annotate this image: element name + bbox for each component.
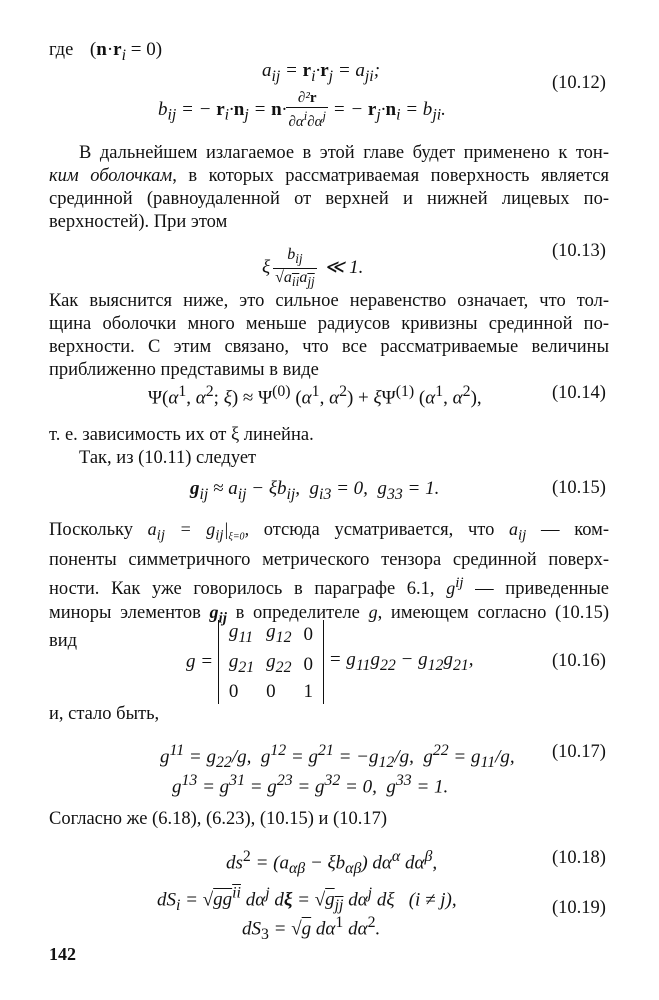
paragraph-4-line-5: вид <box>49 631 78 652</box>
paragraph-4-line-3-text: ности. Как уже говорилось в параграфе 6.1, <box>49 578 435 599</box>
paragraph-4-line-3 <box>49 572 609 601</box>
paragraph-1 <box>49 142 609 234</box>
equation-10-19-line1: $dS_i = √gg^{ii}$ $d\alpha^j$ $d\xi = √g_{jj}$ $d\alpha^j$ dξ (i ≠ j), <box>157 885 457 915</box>
equation-10-16: g = $g_{11}$ $g_{12}$ 0 $g_{21}$ $g_{22}$ 0 0 0 1 = $g_{11}g_{22} - g_{12}g_{21}$, <box>186 621 474 702</box>
paragraph-3-line-2: Так, из (10.11) следует <box>79 448 257 468</box>
equation-10-13: ξ $b_{ij}$ $√a_{ii}a_{jj}$ ≪ 1. <box>262 246 364 290</box>
equation-10-15: $g_{ij} \approx a_{ij} - \xi b_{ij}$, $g_{i3} = 0$, $g_{33} = 1$. <box>190 478 440 503</box>
inline-formula-g: g <box>368 601 378 622</box>
paragraph-2-line-2: щина оболочки много меньше радиусов кривизны срединной по- <box>49 314 609 334</box>
paragraph-2-line-1: Как выяснится ниже, это сильное неравенство означает, что тол- <box>49 291 609 311</box>
equation-10-12-number: (10.12) <box>552 73 606 93</box>
word-otsyuda: отсюда <box>263 520 320 540</box>
equation-10-12-line1: $a_{ij} = r_i\cdot r_j = a_{ji}$; <box>262 60 381 85</box>
determinant-matrix: $g_{11}$ $g_{12}$ 0 $g_{21}$ $g_{22}$ 0 0 0 1 <box>218 620 324 704</box>
paragraph-6: Согласно же (6.18), (6.23), (10.15) и (10.17) <box>49 809 387 829</box>
word-usmatrivaetsya: усматривается, <box>334 520 454 540</box>
paragraph-4-line-2: поненты симметричного метрического тензора срединной поверх- <box>49 549 609 570</box>
intro-line <box>49 38 162 67</box>
word-kom: — ком- <box>541 520 610 540</box>
inline-formula-g-upper-ij: $g^{ij}$ <box>446 574 464 598</box>
intro-word: где <box>49 40 74 60</box>
inline-formula-aij-gij: $a_{ij} = g_{ij}|_{\xi=0}$, <box>147 519 250 544</box>
equation-10-13-number: (10.13) <box>552 241 606 261</box>
equation-10-16-number: (10.16) <box>552 651 606 671</box>
page-number: 142 <box>49 944 76 964</box>
equation-10-14: $\Psi(\alpha^1$, $\alpha^2$; $\xi) \approx \Psi^{(0)}$ ($\alpha^1$, $\alpha^2) + \xi\Psi^{(1)}$ ($\alpha^1$, $\alpha^2$), <box>148 383 482 409</box>
paragraph-1-line-4: верхностей). При этом <box>49 212 228 232</box>
paragraph-2-line-3: верхности. С этим связано, что все рассматриваемые величины <box>49 337 609 357</box>
equation-10-17-line2: $g^{13} = g^{31} = g^{23} = g^{32} = 0$, $g^{33} = 1$. <box>172 772 449 798</box>
intro-condition: $(n\cdot r_i = 0)$ <box>89 39 163 64</box>
equation-10-18-number: (10.18) <box>552 848 606 868</box>
equation-10-15-number: (10.15) <box>552 478 606 498</box>
paragraph-4-line-4-c: , имеющем согласно (10.15) <box>377 602 610 623</box>
paragraph-3-line-1: т. е. зависимость их от ξ линейна. <box>49 425 314 445</box>
equation-10-19-line2: $dS_3 = √g$ $d\alpha^1$ $d\alpha^2$. <box>242 914 381 944</box>
paragraph-2 <box>49 290 609 382</box>
paragraph-1-line-1: В дальнейшем излагаемое в этой главе будет применено к тон- <box>79 143 609 163</box>
equation-10-19-number: (10.19) <box>552 898 606 918</box>
equation-10-14-number: (10.14) <box>552 383 606 403</box>
equation-10-17-line1: $g^{11} = g_{22}/g$, $g^{12} = g^{21} = -g_{12}/g$, $g^{22} = g_{11}/g$, <box>160 742 515 772</box>
emphasis-thin-shells: ким оболочкам <box>49 166 173 186</box>
paragraph-4-line-4-a: миноры элементов <box>49 602 201 623</box>
paragraph-1-line-3: срединной (равноудаленной от верхней и нижней лицевых по- <box>49 189 609 209</box>
inline-formula-aij: $a_{ij}$ <box>509 519 527 544</box>
paragraph-1-line-2-rest: , в которых рассматриваемая поверхность является <box>172 166 609 186</box>
word-chto: что <box>467 520 495 540</box>
paragraph-4-line-4-b: в определителе <box>235 602 360 623</box>
paragraph-2-line-4: приближенно представимы в виде <box>49 360 319 380</box>
equation-10-18: $ds^2 = (a_{\alpha\beta} - \xi b_{\alpha\beta})$ $d\alpha^\alpha$ $d\alpha^\beta$, <box>226 848 438 878</box>
word-poskolku: Поскольку <box>49 520 133 540</box>
inline-formula-gij: $g_{ij}$ <box>209 601 227 627</box>
paragraph-5: и, стало быть, <box>49 704 160 724</box>
equation-10-12-line2: $b_{ij}$ = − $r_i\cdot n_j = n\cdot$ $\frac{\text{∂²r}}{\partial\alpha^i\partial\alpha^j}$ = − $r_j\cdot n_i = b_{ji}$. <box>158 90 446 130</box>
paragraph-1-line-2 <box>49 165 609 188</box>
paragraph-4-line-3-rest: — приведенные <box>475 578 610 599</box>
equation-10-17-number: (10.17) <box>552 742 606 762</box>
paragraph-4-line-1 <box>49 518 609 549</box>
